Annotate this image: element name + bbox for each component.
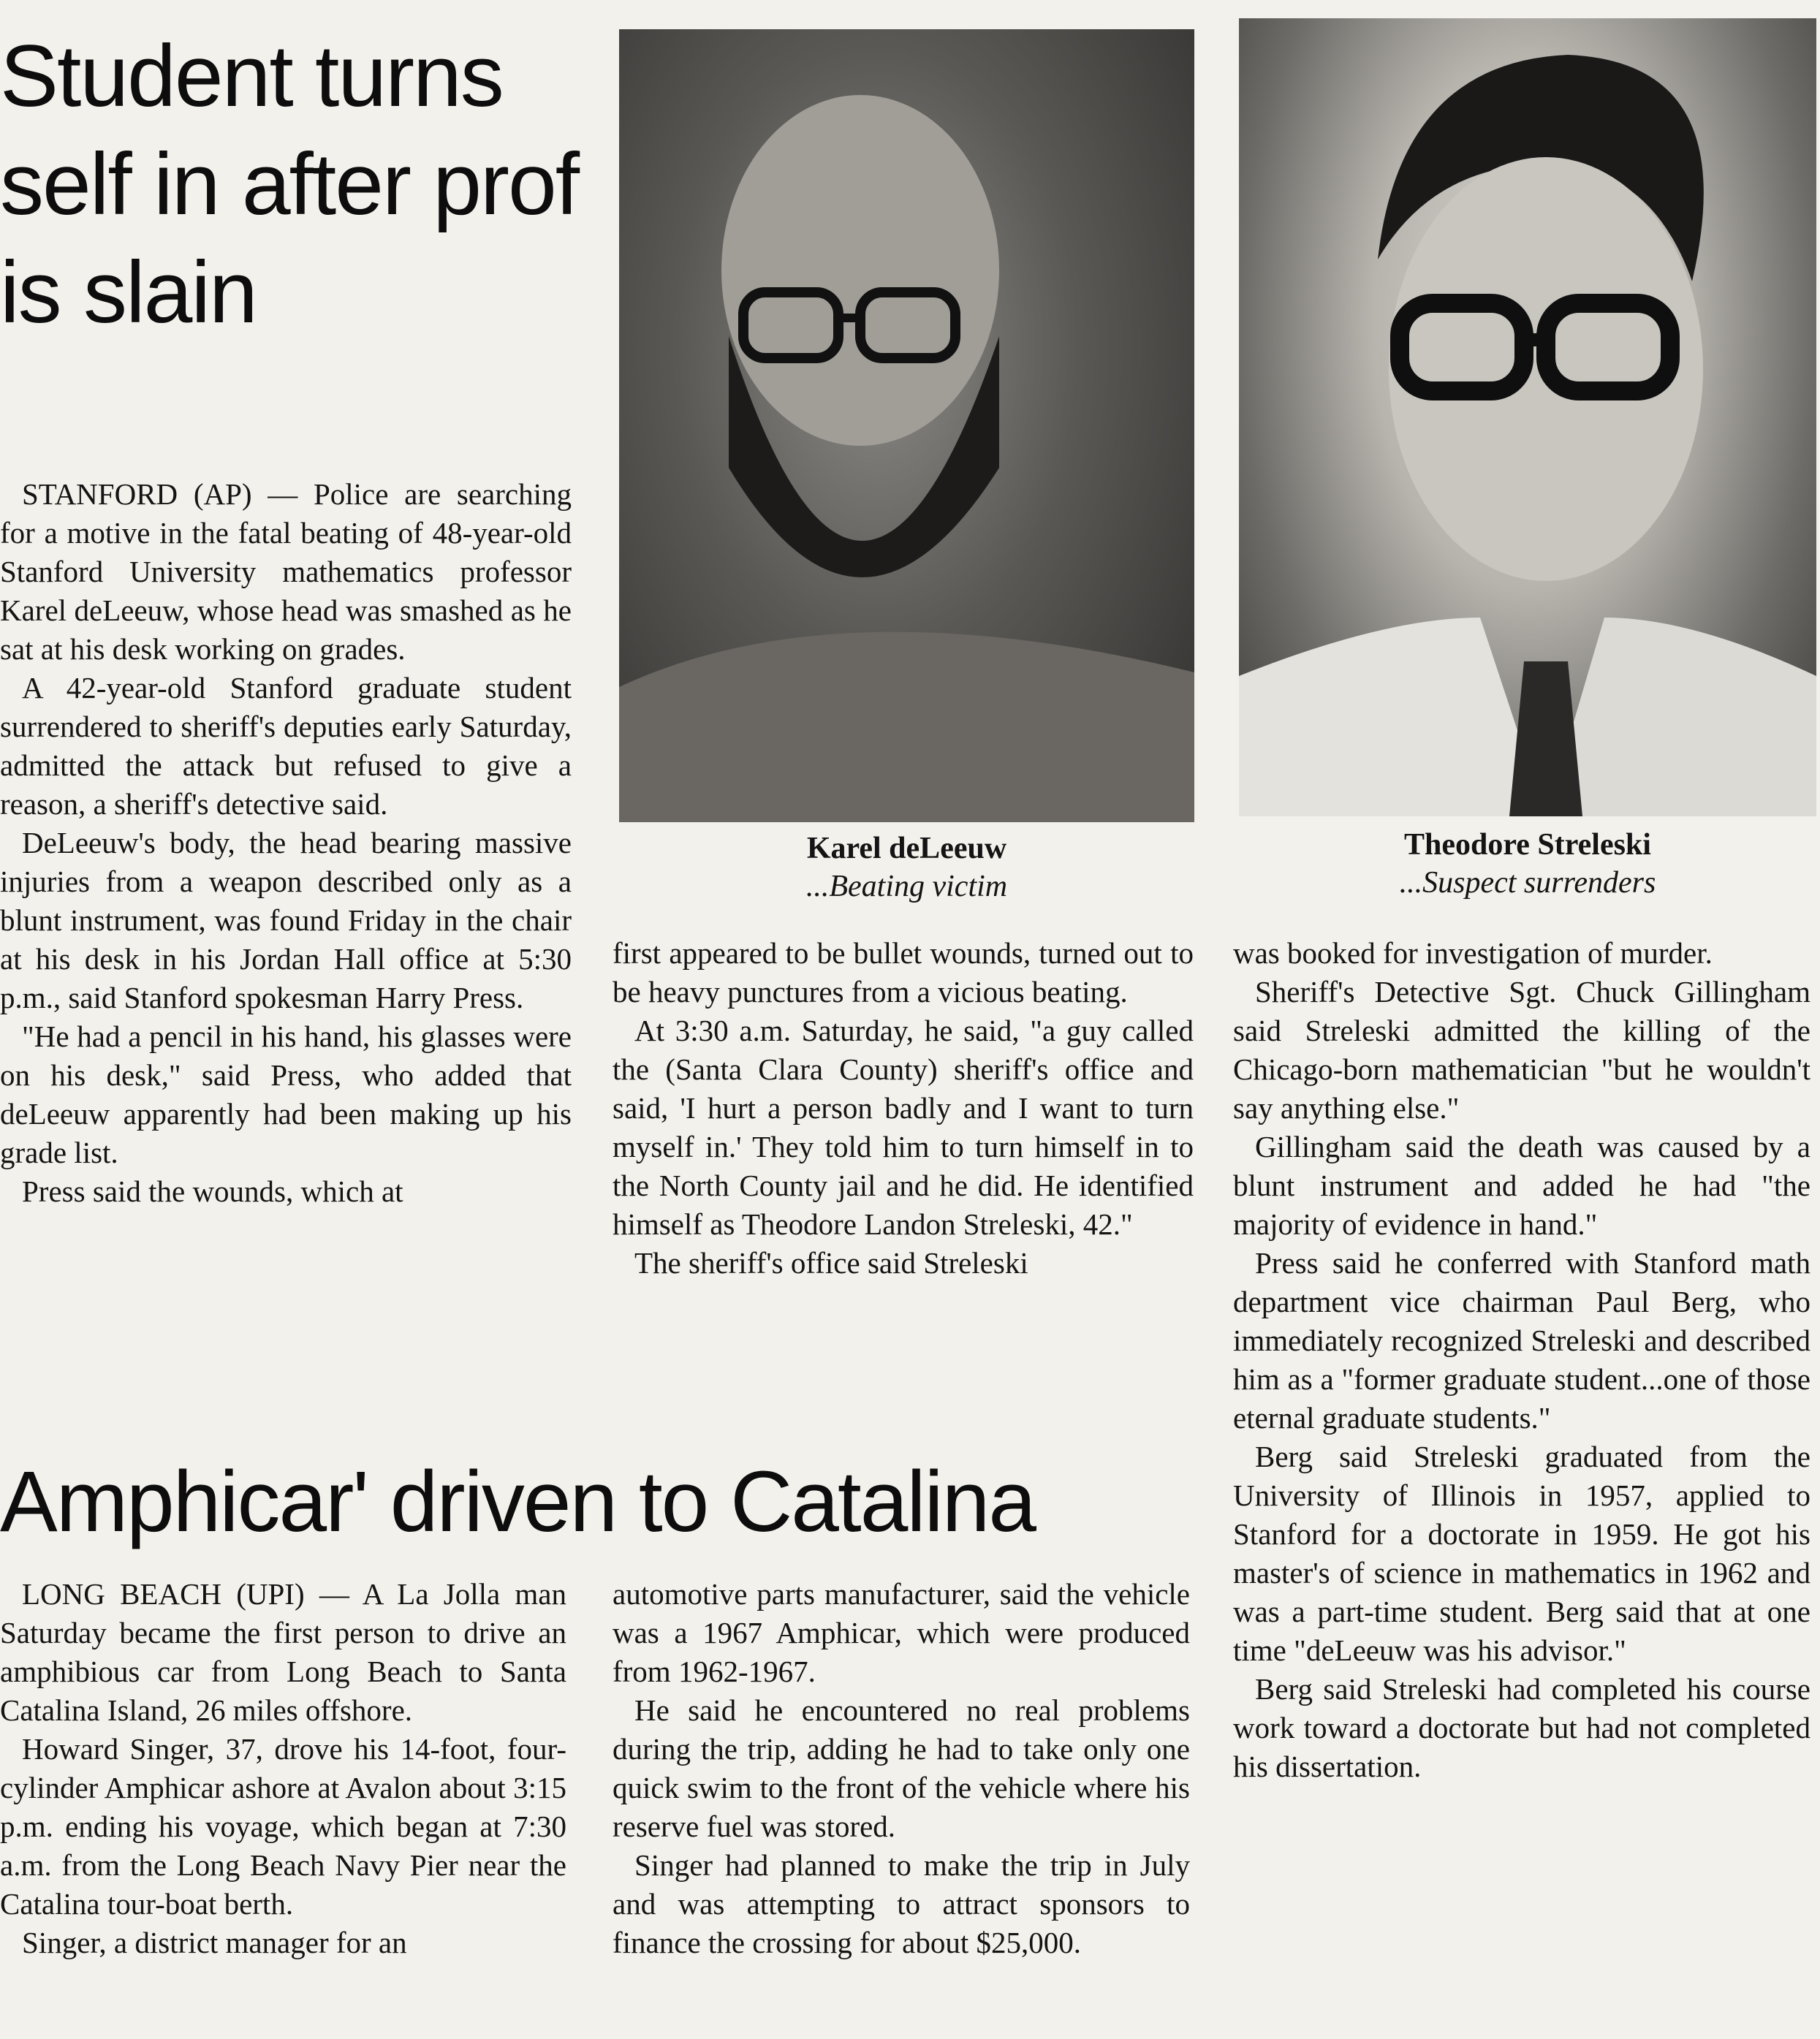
caption-name: Karel deLeeuw bbox=[806, 832, 1007, 865]
caption-name: Theodore Streleski bbox=[1404, 828, 1651, 862]
paragraph: At 3:30 a.m. Saturday, he said, "a guy called the (Santa Clara County) sheriff's office and said, 'I hurt a person badly and I want to turn myself in.' They told him to turn himself in to the North County jail and he did. He identified himself as Theodore Landon Streleski, 42." bbox=[613, 1014, 1194, 1241]
photo-karel-deleeuw bbox=[619, 29, 1194, 822]
paragraph: Sheriff's Detective Sgt. Chuck Gillingham said Streleski admitted the killing of the Chicago-born mathematician "but he wouldn't say anything else." bbox=[1233, 975, 1810, 1125]
paragraph: STANFORD (AP) — Police are searching for a motive in the fatal beating of 48-year-old Stanford University mathematics professor Karel deLeeuw, whose head was smashed as he sat at his desk working on grades. bbox=[0, 477, 572, 666]
paragraph-continued: automotive parts manufacturer, said the vehicle was a 1967 Amphicar, which were produced from 1962-1967. bbox=[613, 1577, 1190, 1688]
article1-column-1 bbox=[0, 475, 572, 1403]
paragraph: Berg said Streleski graduated from the University of Illinois in 1957, applied to Stanford for a doctorate in 1959. He got his master's of science in mathematics in 1962 and was a part-time student. Berg said that at one time "deLeeuw was his advisor." bbox=[1233, 1440, 1810, 1667]
paragraph: Press said the wounds, which at bbox=[22, 1174, 403, 1208]
paragraph: Press said he conferred with Stanford math department vice chairman Paul Berg, who immediately recognized Streleski and described him as a "former graduate student...one of those eternal graduate students." bbox=[1233, 1246, 1810, 1435]
paragraph: A 42-year-old Stanford graduate student surrendered to sheriff's deputies early Saturday, admitted the attack but refused to give a reason, a sheriff's detective said. bbox=[0, 671, 572, 821]
paragraph-continued: first appeared to be bullet wounds, turned out to be heavy punctures from a vicious beating. bbox=[613, 936, 1194, 1009]
article2-column-1 bbox=[0, 1575, 566, 2035]
paragraph: Singer, a district manager for an bbox=[22, 1926, 407, 1959]
caption-subtitle: ...Suspect surrenders bbox=[1399, 866, 1656, 900]
portrait-bearded-man-icon bbox=[619, 29, 1194, 822]
caption-karel-deleeuw bbox=[619, 829, 1194, 905]
portrait-man-glasses-icon bbox=[1239, 18, 1816, 816]
paragraph: Singer had planned to make the trip in July and was attempting to attract sponsors to finance the crossing for about $25,000. bbox=[613, 1848, 1190, 1959]
article1-column-3 bbox=[1233, 934, 1810, 2030]
caption-subtitle: ...Beating victim bbox=[805, 870, 1008, 903]
paragraph: Gillingham said the death was caused by a blunt instrument and added he had "the majority of evidence in hand." bbox=[1233, 1130, 1810, 1241]
paragraph: LONG BEACH (UPI) — A La Jolla man Saturday became the first person to drive an amphibious car from Long Beach to Santa Catalina Island, 26 miles offshore. bbox=[0, 1577, 566, 1727]
headline-slain-professor: Student turns self in after prof is slain bbox=[0, 27, 579, 341]
photo-theodore-streleski bbox=[1239, 18, 1816, 816]
article2-column-2 bbox=[613, 1575, 1190, 2035]
paragraph: Berg said Streleski had completed his course work toward a doctorate but had not completed his dissertation. bbox=[1233, 1672, 1810, 1783]
paragraph: "He had a pencil in his hand, his glasses were on his desk," said Press, who added that deLeeuw apparently had been making up his grade list. bbox=[0, 1020, 572, 1169]
article1-column-2 bbox=[613, 934, 1194, 1402]
paragraph: Howard Singer, 37, drove his 14-foot, four-cylinder Amphicar ashore at Avalon about 3:15 p.m. ending his voyage, which began at 7:30 a.m. from the Long Beach Navy Pier near the Catalina tour-boat berth. bbox=[0, 1732, 566, 1921]
headline-amphicar: Amphicar' driven to Catalina bbox=[0, 1454, 1036, 1550]
paragraph: He said he encountered no real problems during the trip, adding he had to take only one quick swim to the front of the vehicle where his reserve fuel was stored. bbox=[613, 1693, 1190, 1843]
paragraph-continued: was booked for investigation of murder. bbox=[1233, 936, 1713, 970]
paragraph: DeLeeuw's body, the head bearing massive injuries from a weapon described only as a blunt instrument, was found Friday in the chair at his desk in his Jordan Hall office at 5:30 p.m., said Stanford spokesman Harry Press. bbox=[0, 826, 572, 1014]
paragraph: The sheriff's office said Streleski bbox=[634, 1246, 1028, 1280]
caption-theodore-streleski bbox=[1239, 826, 1816, 902]
